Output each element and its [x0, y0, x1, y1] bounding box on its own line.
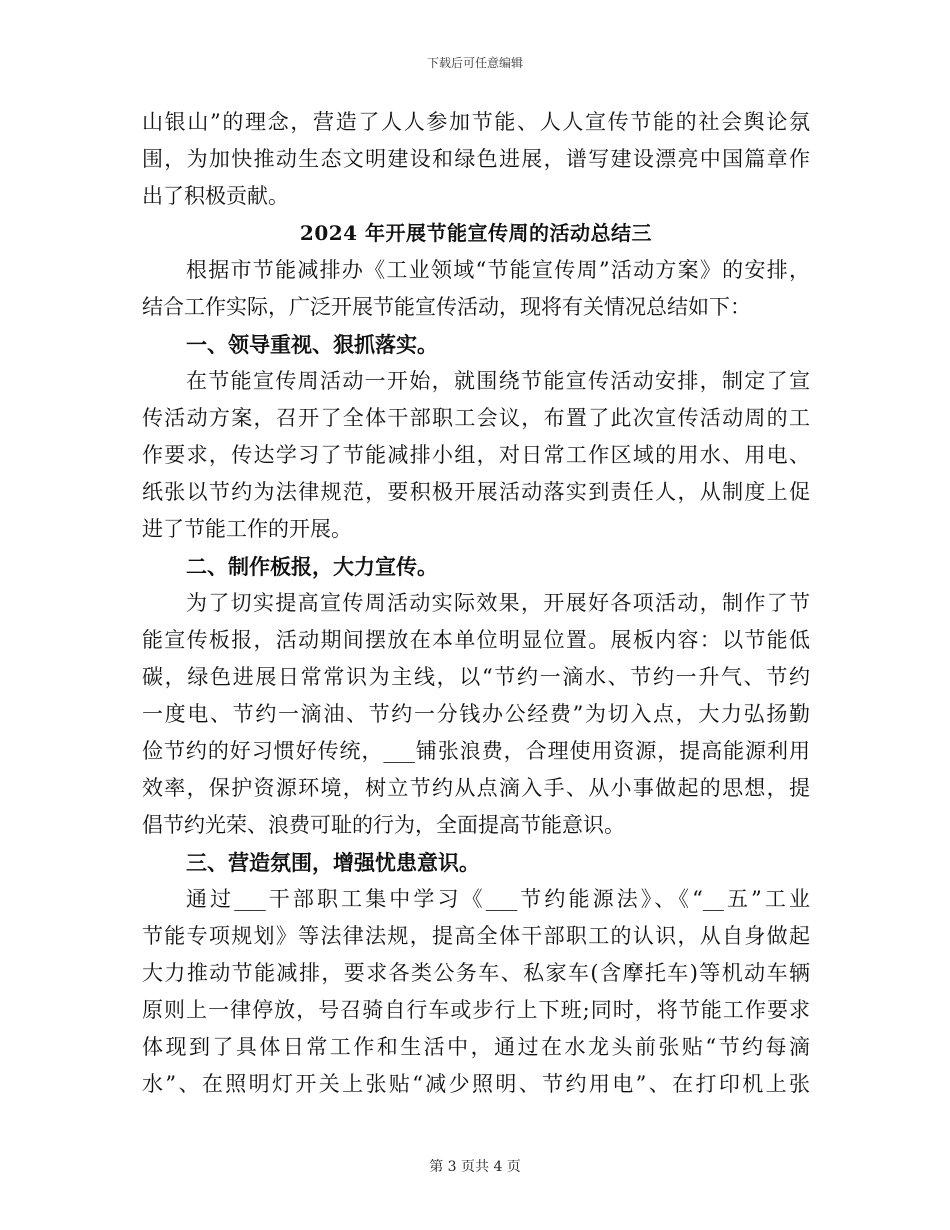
section-title: 2024 年开展节能宣传周的活动总结三 [299, 221, 653, 245]
paragraph-line: 原则上一律停放，号召骑自行车或步行上下班;同时，将节能工作要求 [142, 998, 810, 1022]
section-heading: 三、营造氛围，增强忧患意识。 [186, 850, 480, 875]
paragraph-line: 水”、在照明灯开关上张贴“减少照明、节约用电”、在打印机上张 [142, 1072, 810, 1096]
section-heading: 一、领导重视、狠抓落实。 [186, 332, 438, 357]
paragraph-line: 结合工作实际，广泛开展节能宣传活动，现将有关情况总结如下： [142, 295, 751, 319]
document-body [142, 104, 810, 1103]
paragraph-line: 进了节能工作的开展。 [142, 517, 352, 541]
paragraph-line: 山银山”的理念，营造了人人参加节能、人人宣传节能的社会舆论氛 [142, 110, 810, 134]
paragraph-line: 通过___干部职工集中学习《___节约能源法》、《“__五”工业 [186, 887, 810, 911]
paragraph-line: 倡节约光荣、浪费可耻的行为，全面提高节能意识。 [142, 813, 625, 837]
paragraph-line: 能宣传板报，活动期间摆放在本单位明显位置。展板内容：以节能低 [142, 628, 810, 652]
paragraph-line: 出了积极贡献。 [142, 184, 289, 208]
paragraph-line: 传活动方案，召开了全体干部职工会议，布置了此次宣传活动周的工 [142, 406, 810, 430]
paragraph-line: 纸张以节约为法律规范，要积极开展活动落实到责任人，从制度上促 [142, 480, 810, 504]
paragraph-line: 一度电、节约一滴油、节约一分钱办公经费”为切入点，大力弘扬勤 [142, 702, 810, 726]
paragraph-line: 大力推动节能减排，要求各类公务车、私家车(含摩托车)等机动车辆 [142, 961, 810, 985]
paragraph-line: 体现到了具体日常工作和生活中，通过在水龙头前张贴“节约每滴 [142, 1035, 810, 1059]
section-heading: 二、制作板报，大力宣传。 [186, 554, 438, 579]
paragraph-line: 作要求，传达学习了节能减排小组，对日常工作区域的用水、用电、 [142, 443, 810, 467]
page-header-note: 下载后可任意编辑 [426, 56, 523, 70]
paragraph-line: 碳，绿色进展日常常识为主线，以“节约一滴水、节约一升气、节约 [142, 665, 810, 689]
paragraph-line: 根据市节能减排办《工业领域“节能宣传周”活动方案》的安排， [186, 258, 810, 282]
paragraph-line: 为了切实提高宣传周活动实际效果，开展好各项活动，制作了节 [186, 591, 810, 615]
paragraph-line: 节能专项规划》等法律法规，提高全体干部职工的认识，从自身做起 [142, 924, 810, 948]
paragraph-line: 效率，保护资源环境，树立节约从点滴入手、从小事做起的思想，提 [142, 776, 810, 800]
paragraph-line: 围，为加快推动生态文明建设和绿色进展，谱写建设漂亮中国篇章作 [142, 147, 810, 171]
paragraph-line: 在节能宣传周活动一开始，就围绕节能宣传活动安排，制定了宣 [186, 369, 810, 393]
paragraph-line: 俭节约的好习惯好传统，___铺张浪费，合理使用资源，提高能源利用 [142, 739, 810, 763]
page-number-footer: 第 3 页共 4 页 [429, 1159, 521, 1175]
